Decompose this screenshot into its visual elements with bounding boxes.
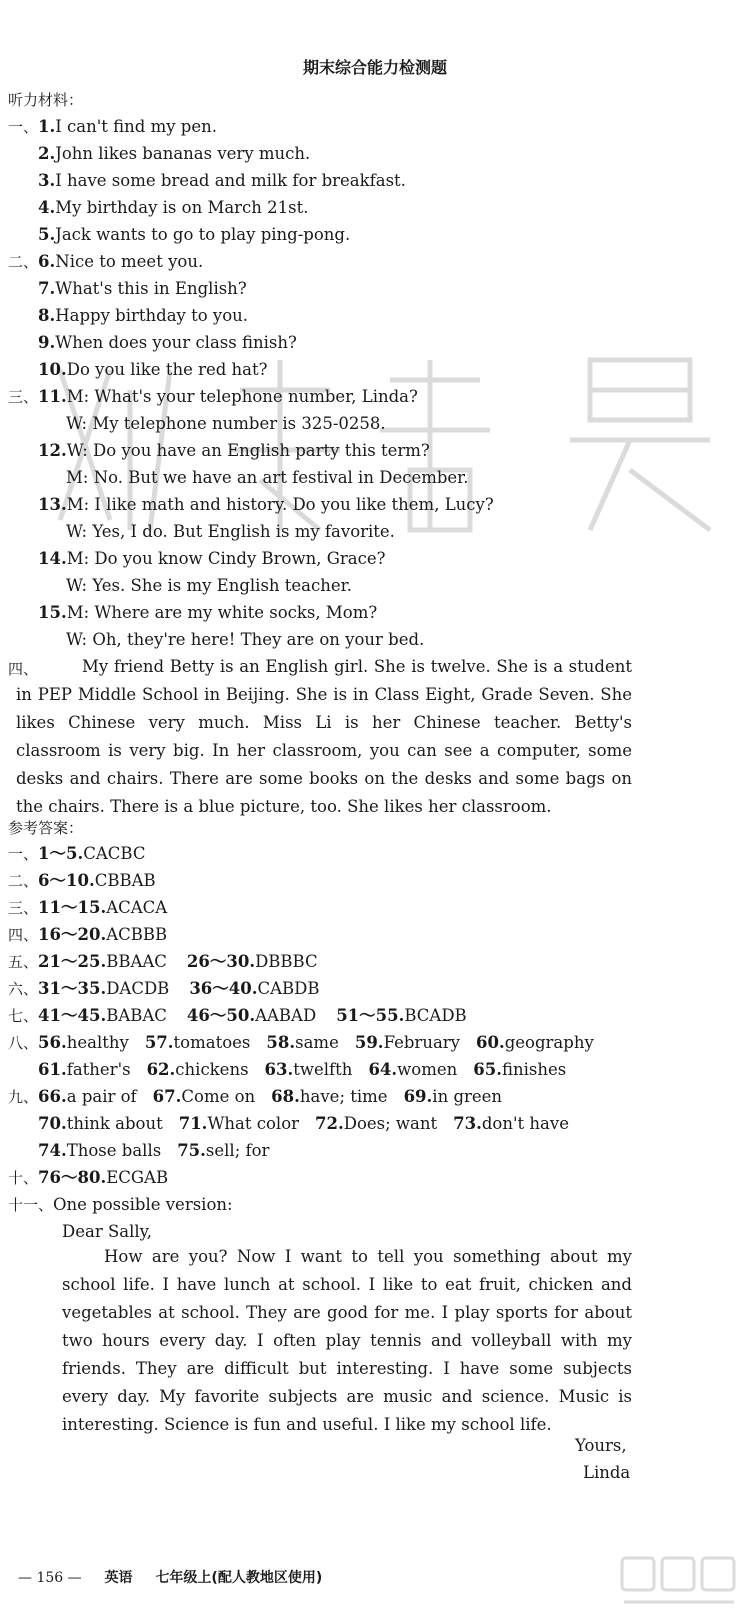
dialog-line: M: Where are my white socks, Mom? bbox=[66, 603, 378, 622]
section-label: 二、 bbox=[8, 253, 39, 271]
answer-num: 75. bbox=[177, 1141, 206, 1160]
footer-grade: 七年级上(配人教地区使用) bbox=[155, 1570, 323, 1586]
corner-logo-icon bbox=[614, 1552, 744, 1612]
letter-body: How are you? Now I want to tell you something about my school life. I have lunch at school. I like to eat fruit, chicken and vegetables at school. They are good for me. I play sports for about two hours every day. I often play tennis and volleyball with my friends. They are difficult but interesting. I have some subjects every day. My favorite subjects are music and science. Music is interesting. Science is fun and useful. I like my school life. bbox=[62, 1247, 632, 1434]
part3-row bbox=[38, 602, 377, 624]
answer-num: 21～25. bbox=[38, 952, 107, 971]
answer-text: DACDB bbox=[106, 979, 170, 998]
dialog-line: W: My telephone number is 325-0258. bbox=[66, 414, 386, 433]
section-label: 七、 bbox=[8, 1007, 39, 1025]
answer-num: 69. bbox=[403, 1087, 433, 1106]
answer-text: BBAAC bbox=[106, 952, 167, 971]
answer-num: 70. bbox=[38, 1114, 67, 1133]
part2-row bbox=[38, 278, 247, 300]
answer-text: sell; for bbox=[205, 1141, 270, 1160]
answer-num: 1～5. bbox=[38, 844, 84, 863]
answer-text: don't have bbox=[481, 1114, 569, 1133]
answer-num: 59. bbox=[354, 1033, 384, 1052]
part2-row bbox=[8, 251, 203, 273]
answer-num: 6～10. bbox=[38, 871, 95, 890]
answer-row bbox=[38, 1113, 569, 1135]
answer-text: CABDB bbox=[257, 979, 320, 998]
answer-text: twelfth bbox=[293, 1060, 353, 1079]
section-label: 六、 bbox=[8, 980, 39, 998]
item-num: 12. bbox=[38, 441, 67, 460]
answer-text: ECGAB bbox=[106, 1168, 169, 1187]
answer-text: ACACA bbox=[106, 898, 168, 917]
answer-text: healthy bbox=[66, 1033, 129, 1052]
item-num: 4. bbox=[38, 198, 56, 217]
part2-row bbox=[38, 305, 248, 327]
item-text: John likes bananas very much. bbox=[55, 144, 311, 163]
answer-text: BCADB bbox=[404, 1006, 467, 1025]
answer-text: in green bbox=[432, 1087, 503, 1106]
item-num: 3. bbox=[38, 171, 56, 190]
answer-num: 36～40. bbox=[189, 979, 258, 998]
answer-text: CBBAB bbox=[94, 871, 156, 890]
answer-num: 73. bbox=[453, 1114, 482, 1133]
answer-num: 71. bbox=[178, 1114, 208, 1133]
answer-num: 51～55. bbox=[336, 1006, 405, 1025]
part3-row bbox=[38, 440, 430, 462]
answer-row bbox=[8, 978, 320, 1000]
dialog-line: M: What's your telephone number, Linda? bbox=[66, 387, 418, 406]
item-text: What's this in English? bbox=[55, 279, 247, 298]
answer-num: 58. bbox=[266, 1033, 296, 1052]
answer-text: a pair of bbox=[66, 1087, 137, 1106]
item-num: 11. bbox=[38, 387, 67, 406]
item-text: Jack wants to go to play ping-pong. bbox=[55, 225, 351, 244]
item-text: I can't find my pen. bbox=[55, 117, 217, 136]
answer-row bbox=[8, 1032, 594, 1054]
answer-text: think about bbox=[66, 1114, 163, 1133]
item-num: 15. bbox=[38, 603, 67, 622]
section-label: 三、 bbox=[8, 388, 39, 406]
item-text: My birthday is on March 21st. bbox=[55, 198, 309, 217]
item-text: I have some bread and milk for breakfast. bbox=[55, 171, 406, 190]
item-num: 2. bbox=[38, 144, 56, 163]
answer-text: finishes bbox=[501, 1060, 567, 1079]
section-label: 十一、 bbox=[8, 1196, 54, 1214]
answer-text: Those balls bbox=[66, 1141, 162, 1160]
answer-text: father's bbox=[66, 1060, 131, 1079]
answer-row bbox=[38, 1059, 566, 1081]
answer-text: tomatoes bbox=[173, 1033, 251, 1052]
listening-header: 听力材料： bbox=[8, 91, 84, 109]
part2-row bbox=[38, 359, 267, 381]
item-text: Do you like the red hat? bbox=[66, 360, 268, 379]
answer-num: 74. bbox=[38, 1141, 67, 1160]
page-title: 期末综合能力检测题 bbox=[302, 58, 447, 77]
item-num: 7. bbox=[38, 279, 56, 298]
answer-num: 65. bbox=[473, 1060, 502, 1079]
section-label: 四、 bbox=[8, 926, 39, 944]
part3-row bbox=[8, 386, 418, 408]
answers-header: 参考答案： bbox=[8, 819, 84, 837]
answer-num: 76～80. bbox=[38, 1168, 107, 1187]
answer-num: 63. bbox=[264, 1060, 294, 1079]
section-label: 一、 bbox=[8, 118, 39, 136]
answer-text: Does; want bbox=[343, 1114, 438, 1133]
answer-row bbox=[8, 1005, 467, 1027]
dialog-line: M: I like math and history. Do you like them, Lucy? bbox=[66, 495, 494, 514]
answer-text: What color bbox=[207, 1114, 300, 1133]
answer-num: 41～45. bbox=[38, 1006, 107, 1025]
answer-row bbox=[8, 1167, 168, 1189]
footer-subject: 英语 bbox=[104, 1570, 133, 1586]
answer-num: 57. bbox=[144, 1033, 174, 1052]
dialog-line: W: Yes, I do. But English is my favorite. bbox=[66, 522, 395, 541]
answer-num: 68. bbox=[271, 1087, 300, 1106]
part1-row bbox=[38, 224, 350, 246]
answer-num: 11～15. bbox=[38, 898, 107, 917]
answer-row bbox=[8, 1194, 233, 1216]
intro-text: One possible version: bbox=[53, 1195, 233, 1214]
part1-row bbox=[38, 197, 309, 219]
answer-row bbox=[8, 843, 145, 865]
answer-num: 62. bbox=[146, 1060, 176, 1079]
answer-text: same bbox=[295, 1033, 339, 1052]
answer-text: DBBBC bbox=[255, 952, 318, 971]
answer-num: 66. bbox=[38, 1087, 67, 1106]
part3-row bbox=[38, 494, 494, 516]
passage-text: My friend Betty is an English girl. She is twelve. She is a student in PEP Middle School in Beijing. She is in Class Eight, Grade Seven. She likes Chinese very much. Miss Li is her Chinese teacher. Betty's classroom is very big. In her classroom, you can see a computer, some desks and chairs. There are some books on the desks and some bags on the chairs. There is a blue picture, too. She likes her classroom. bbox=[16, 657, 632, 816]
part1-row bbox=[38, 170, 406, 192]
letter-signature: Linda bbox=[583, 1463, 631, 1482]
answer-text: chickens bbox=[175, 1060, 249, 1079]
section-label: 三、 bbox=[8, 899, 39, 917]
answer-row bbox=[8, 924, 167, 946]
item-num: 10. bbox=[38, 360, 67, 379]
answer-row bbox=[8, 951, 318, 973]
answer-num: 56. bbox=[38, 1033, 67, 1052]
answer-text: geography bbox=[504, 1033, 594, 1052]
answer-num: 67. bbox=[152, 1087, 182, 1106]
item-num: 13. bbox=[38, 495, 67, 514]
answer-num: 46～50. bbox=[186, 1006, 256, 1025]
item-num: 14. bbox=[38, 549, 67, 568]
dialog-line: W: Yes. She is my English teacher. bbox=[66, 576, 352, 595]
dialog-line: W: Oh, they're here! They are on your bed. bbox=[66, 630, 425, 649]
part1-row bbox=[38, 143, 310, 165]
answer-num: 26～30. bbox=[186, 952, 256, 971]
answer-text: AABAD bbox=[255, 1006, 317, 1025]
page-number: — 156 — bbox=[18, 1570, 82, 1586]
part1-row bbox=[8, 116, 217, 138]
answer-num: 31～35. bbox=[38, 979, 107, 998]
answer-num: 64. bbox=[368, 1060, 398, 1079]
item-num: 6. bbox=[38, 252, 56, 271]
item-text: When does your class finish? bbox=[55, 333, 297, 352]
item-text: Happy birthday to you. bbox=[55, 306, 249, 325]
answer-text: ACBBB bbox=[106, 925, 168, 944]
section-label: 十、 bbox=[8, 1169, 39, 1187]
answer-text: Come on bbox=[181, 1087, 256, 1106]
section-label: 二、 bbox=[8, 872, 39, 890]
dialog-line: W: Do you have an English party this term? bbox=[66, 441, 430, 460]
part2-row bbox=[38, 332, 297, 354]
item-text: Nice to meet you. bbox=[55, 252, 204, 271]
section-label: 一、 bbox=[8, 845, 39, 863]
answer-row bbox=[38, 1140, 269, 1162]
dialog-line: M: Do you know Cindy Brown, Grace? bbox=[66, 549, 386, 568]
answer-text: have; time bbox=[299, 1087, 388, 1106]
section-label: 四、 bbox=[8, 660, 39, 678]
answer-text: BABAC bbox=[106, 1006, 167, 1025]
answer-row bbox=[8, 870, 156, 892]
letter-greeting: Dear Sally, bbox=[62, 1222, 153, 1241]
answer-num: 61. bbox=[38, 1060, 67, 1079]
dialog-line: M: No. But we have an art festival in December. bbox=[66, 468, 469, 487]
section-label: 八、 bbox=[8, 1034, 39, 1052]
answer-row bbox=[8, 1086, 502, 1108]
item-num: 9. bbox=[38, 333, 56, 352]
answer-num: 60. bbox=[476, 1033, 505, 1052]
answer-num: 16～20. bbox=[38, 925, 107, 944]
answer-text: women bbox=[397, 1060, 458, 1079]
part3-row bbox=[38, 548, 385, 570]
answer-row bbox=[8, 897, 167, 919]
section-label: 九、 bbox=[8, 1088, 39, 1106]
page-footer bbox=[18, 1567, 322, 1587]
item-num: 1. bbox=[38, 117, 56, 136]
section-label: 五、 bbox=[8, 953, 39, 971]
letter-closing: Yours, bbox=[575, 1436, 627, 1455]
item-num: 5. bbox=[38, 225, 56, 244]
answer-num: 72. bbox=[315, 1114, 344, 1133]
answer-text: CACBC bbox=[83, 844, 146, 863]
answer-text: February bbox=[383, 1033, 460, 1052]
item-num: 8. bbox=[38, 306, 56, 325]
